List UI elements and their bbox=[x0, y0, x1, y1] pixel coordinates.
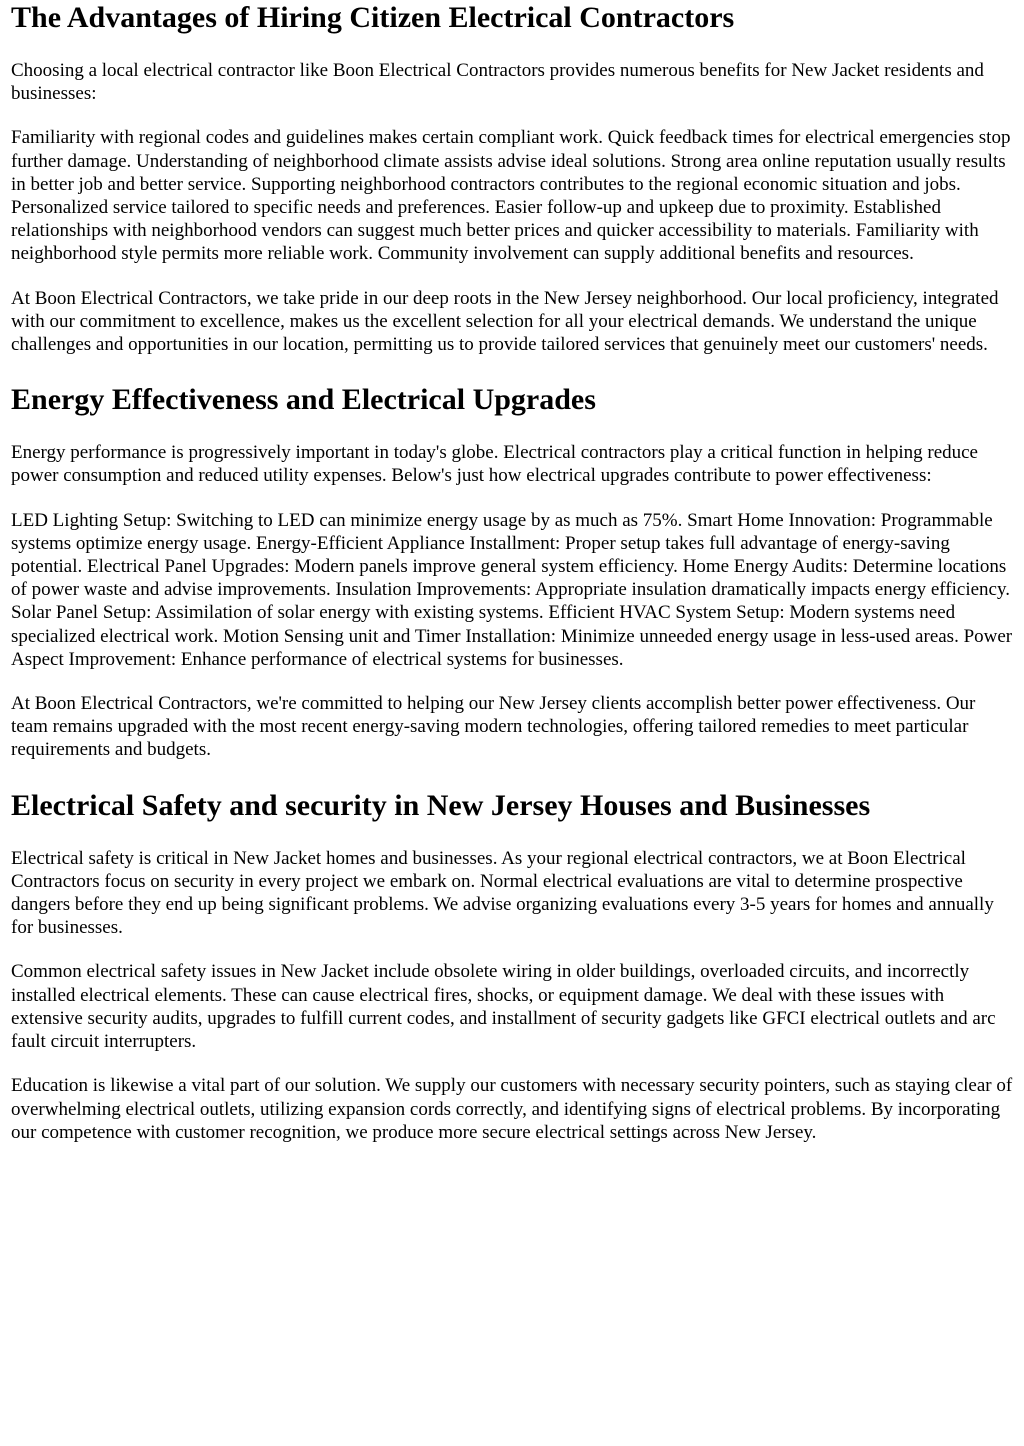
section-1-paragraph-3: At Boon Electrical Contractors, we take pride in our deep roots in the New Jersey neighborhood. Our local proficiency, integrated with our commitment to excellence, makes us the excellent selection for all your electrical demands. We understand the unique challenges and opportunities in our location, permitting us to provide tailored services that genuinely meet our customers' needs. bbox=[11, 287, 999, 356]
section-1-paragraph-2: Familiarity with regional codes and guidelines makes certain compliant work. Quick feedback times for electrical emergencies stop further damage. Understanding of neighborhood climate assists advise ideal solutions. Strong area online reputation usually results in better job and better service. Supporting neighborhood contractors contributes to the regional economic situation and jobs. Personalized service tailored to specific needs and preferences. Easier follow-up and upkeep due to proximity. Established relationships with neighborhood vendors can suggest much better prices and quicker accessibility to materials. Familiarity with neighborhood style permits more reliable work. Community involvement can supply additional benefits and resources. bbox=[11, 127, 1011, 265]
section-3-paragraph-1: Electrical safety is critical in New Jacket homes and businesses. As your regional electrical contractors, we at Boon Electrical Contractors focus on security in every project we embark on. Normal electrical evaluations are vital to determine prospective dangers before they end up being significant problems. We advise organizing evaluations every 3-5 years for homes and annually for businesses. bbox=[11, 847, 994, 939]
section-2-heading: Energy Effectiveness and Electrical Upgrades bbox=[11, 383, 596, 417]
section-2-paragraph-1: Energy performance is progressively important in today's globe. Electrical contractors play a critical function in helping reduce power consumption and reduced utility expenses. Below's just how electrical upgrades contribute to power effectiveness: bbox=[11, 442, 978, 487]
section-3-paragraph-2: Common electrical safety issues in New Jacket include obsolete wiring in older buildings, overloaded circuits, and incorrectly installed electrical elements. These can cause electrical fires, shocks, or equipment damage. We deal with these issues with extensive security audits, upgrades to fulfill current codes, and installment of security gadgets like GFCI electrical outlets and arc fault circuit interrupters. bbox=[11, 961, 996, 1053]
section-1-paragraph-1: Choosing a local electrical contractor like Boon Electrical Contractors provides numerous benefits for New Jacket residents and businesses: bbox=[11, 60, 984, 105]
section-1-heading: The Advantages of Hiring Citizen Electrical Contractors bbox=[11, 1, 735, 34]
section-2-paragraph-3: At Boon Electrical Contractors, we're committed to helping our New Jersey clients accomplish better power effectiveness. Our team remains upgraded with the most recent energy-saving modern technologies, offering tailored remedies to meet particular requirements and budgets. bbox=[11, 693, 976, 761]
section-3-paragraph-3: Education is likewise a vital part of our solution. We supply our customers with necessary security pointers, such as staying clear of overwhelming electrical outlets, utilizing expansion cords correctly, and identifying signs of electrical problems. By incorporating our competence with customer recognition, we produce more secure electrical settings across New Jersey. bbox=[11, 1075, 1013, 1143]
section-2-paragraph-2: LED Lighting Setup: Switching to LED can minimize energy usage by as much as 75%. Smart Home Innovation: Programmable systems optimize energy usage. Energy-Efficient Appliance Installment: Proper setup takes full advantage of energy-saving potential. Electrical Panel Upgrades: Modern panels improve general system efficiency. Home Energy Audits: Determine locations of power waste and advise improvements. Insulation Improvements: Appropriate insulation dramatically impacts energy efficiency. Solar Panel Setup: Assimilation of solar energy with existing systems. Efficient HVAC System Setup: Modern systems need specialized electrical work. Motion Sensing unit and Timer Installation: Minimize unneeded energy usage in less-used areas. Power Aspect Improvement: Enhance performance of electrical systems for businesses. bbox=[11, 509, 1013, 670]
section-3-heading: Electrical Safety and security in New Jersey Houses and Businesses bbox=[11, 788, 871, 822]
